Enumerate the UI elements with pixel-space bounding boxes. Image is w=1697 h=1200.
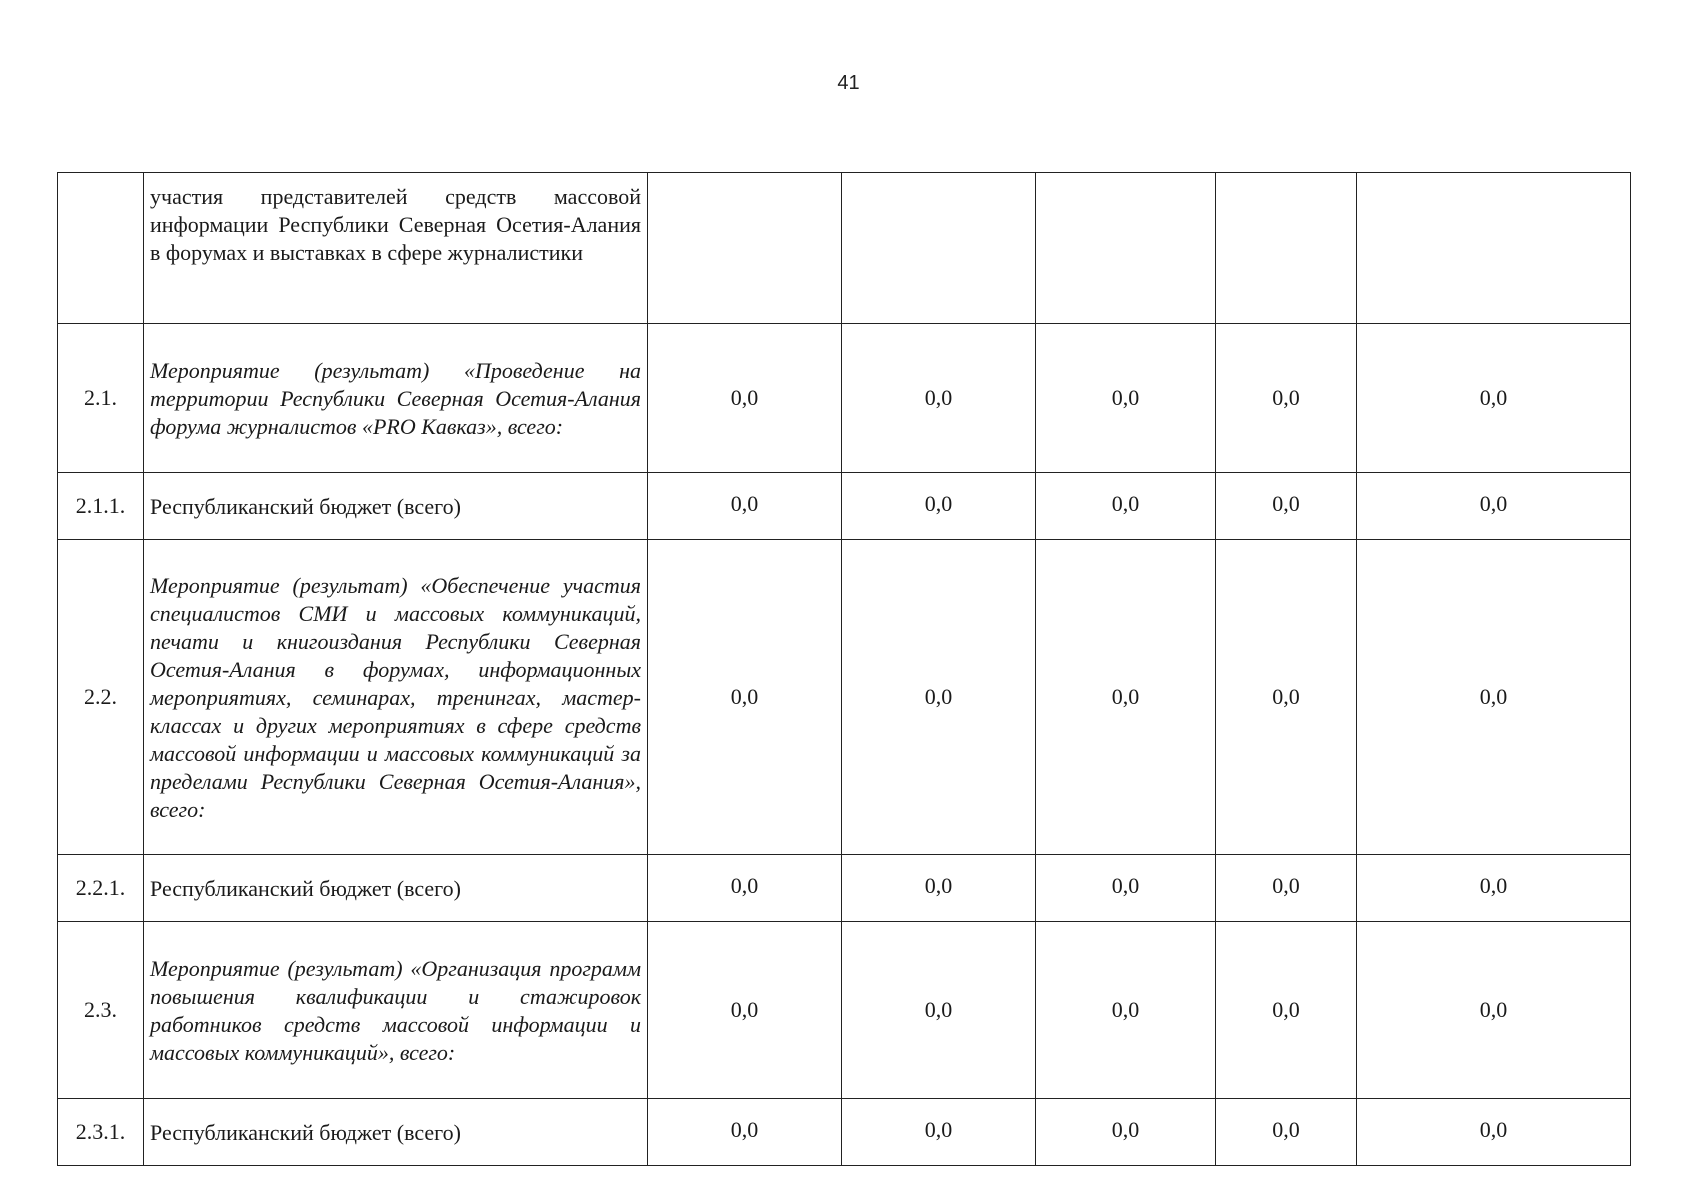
value-cell: 0,0 xyxy=(1036,324,1216,473)
row-number: 2.3.1. xyxy=(58,1099,144,1166)
table-row xyxy=(58,324,1631,473)
value-cell: 0,0 xyxy=(1216,540,1357,855)
row-description: Мероприятие (результат) «Проведение на территории Республики Северная Осетия-Алания форума журналистов «PRO Кавказ», всего: xyxy=(144,324,648,473)
row-description: Мероприятие (результат) «Организация программ повышения квалификации и стажировок работников средств массовой информации и массовых коммуникаций», всего: xyxy=(144,922,648,1099)
row-number xyxy=(58,173,144,324)
page-number: 41 xyxy=(837,72,860,94)
value-cell: 0,0 xyxy=(1216,1099,1357,1166)
value-cell: 0,0 xyxy=(1357,540,1631,855)
value-cell xyxy=(1036,173,1216,324)
row-description: Республиканский бюджет (всего) xyxy=(144,1099,648,1166)
value-cell: 0,0 xyxy=(1216,324,1357,473)
table-row xyxy=(58,855,1631,922)
row-description: Республиканский бюджет (всего) xyxy=(144,473,648,540)
row-number: 2.2. xyxy=(58,540,144,855)
value-cell: 0,0 xyxy=(1036,922,1216,1099)
value-cell: 0,0 xyxy=(1357,473,1631,540)
value-cell: 0,0 xyxy=(1036,540,1216,855)
table-row xyxy=(58,1099,1631,1166)
row-number: 2.2.1. xyxy=(58,855,144,922)
row-description: Мероприятие (результат) «Обеспечение участия специалистов СМИ и массовых коммуникаций, печати и книгоиздания Республики Северная Осетия-Алания в форумах, информационных мероприятиях, семинарах, тренингах, мастер-классах и других мероприятиях в сфере средств массовой информации и массовых коммуникаций за пределами Республики Северная Осетия-Алания», всего: xyxy=(144,540,648,855)
value-cell: 0,0 xyxy=(1036,855,1216,922)
value-cell: 0,0 xyxy=(648,855,842,922)
value-cell: 0,0 xyxy=(842,1099,1036,1166)
value-cell: 0,0 xyxy=(842,324,1036,473)
value-cell: 0,0 xyxy=(1216,922,1357,1099)
budget-table xyxy=(57,172,1631,1166)
value-cell xyxy=(1357,173,1631,324)
value-cell xyxy=(842,173,1036,324)
value-cell: 0,0 xyxy=(1036,473,1216,540)
value-cell: 0,0 xyxy=(842,855,1036,922)
value-cell: 0,0 xyxy=(1357,855,1631,922)
table-row xyxy=(58,540,1631,855)
table-row xyxy=(58,922,1631,1099)
value-cell: 0,0 xyxy=(1357,324,1631,473)
value-cell: 0,0 xyxy=(1216,855,1357,922)
row-number: 2.1. xyxy=(58,324,144,473)
value-cell: 0,0 xyxy=(842,540,1036,855)
value-cell: 0,0 xyxy=(648,473,842,540)
value-cell xyxy=(648,173,842,324)
value-cell: 0,0 xyxy=(648,1099,842,1166)
row-number: 2.3. xyxy=(58,922,144,1099)
value-cell xyxy=(1216,173,1357,324)
value-cell: 0,0 xyxy=(648,540,842,855)
table-row xyxy=(58,173,1631,324)
row-description: участия представителей средств массовой информации Республики Северная Осетия-Алания в форумах и выставках в сфере журналистики xyxy=(144,173,648,324)
table-row xyxy=(58,473,1631,540)
value-cell: 0,0 xyxy=(1036,1099,1216,1166)
value-cell: 0,0 xyxy=(1216,473,1357,540)
value-cell: 0,0 xyxy=(648,922,842,1099)
value-cell: 0,0 xyxy=(648,324,842,473)
value-cell: 0,0 xyxy=(842,473,1036,540)
value-cell: 0,0 xyxy=(842,922,1036,1099)
value-cell: 0,0 xyxy=(1357,1099,1631,1166)
row-number: 2.1.1. xyxy=(58,473,144,540)
row-description: Республиканский бюджет (всего) xyxy=(144,855,648,922)
value-cell: 0,0 xyxy=(1357,922,1631,1099)
